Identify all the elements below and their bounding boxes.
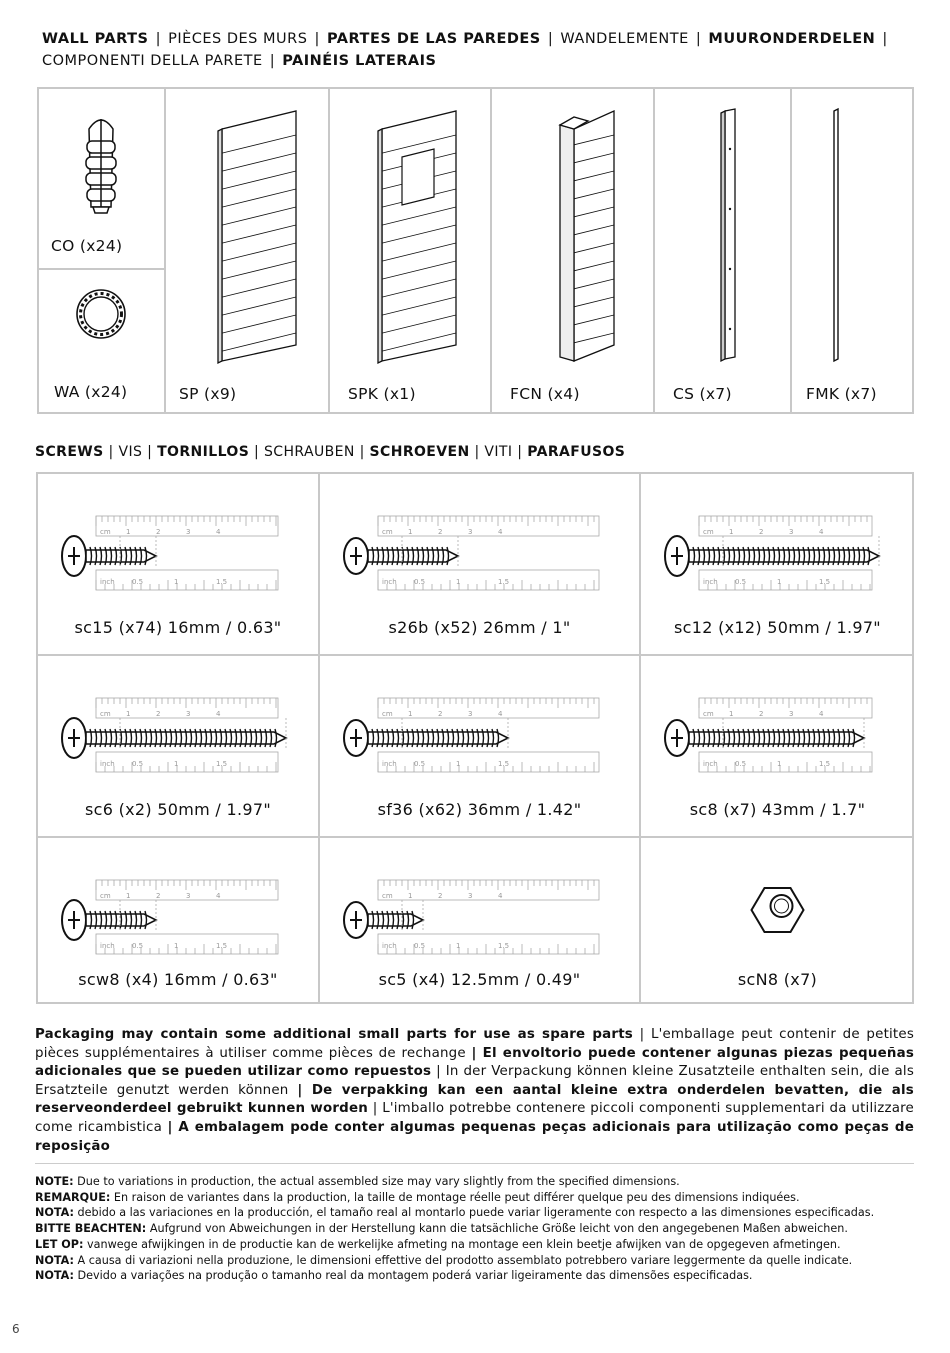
header-segment: WALL PARTS bbox=[42, 31, 149, 47]
screw-icon bbox=[38, 656, 320, 796]
part-label-sp: SP (x9) bbox=[179, 385, 237, 403]
header-segment: PAINÉIS LATERAIS bbox=[282, 53, 437, 69]
ruler-cm-label: cm bbox=[382, 710, 393, 718]
note-label: NOTA: bbox=[35, 1269, 74, 1283]
note-line bbox=[35, 1268, 914, 1284]
ruler-inch-label: inch bbox=[100, 578, 115, 586]
part-label-fcn: FCN (x4) bbox=[510, 385, 580, 403]
note-label: REMARQUE: bbox=[35, 1190, 111, 1204]
frame-strip-icon bbox=[792, 89, 914, 414]
header-separator: | bbox=[877, 31, 888, 47]
dimension-notes bbox=[35, 1174, 914, 1284]
packaging-segment: | A embalagem pode conter algumas pequenas peças adicionais para utilização como peças de reposição bbox=[35, 1119, 914, 1154]
packaging-segment: | L'imballo potrebbe contenere piccoli componenti supplementari da utilizzare come ricambistica bbox=[35, 1101, 914, 1135]
ruler-cm-tick: 2 bbox=[156, 892, 161, 900]
screw-label: sc5 (x4) 12.5mm / 0.49" bbox=[378, 970, 581, 989]
ruler-inch-tick: 0.5 bbox=[132, 578, 144, 586]
screw-label: sc12 (x12) 50mm / 1.97" bbox=[674, 618, 881, 637]
screw-label: sc8 (x7) 43mm / 1.7" bbox=[689, 800, 866, 819]
corner-strip-icon bbox=[655, 89, 792, 414]
header-separator: | bbox=[249, 444, 265, 460]
ruler-cm-tick: 1 bbox=[408, 892, 413, 900]
header-segment: VITI bbox=[484, 444, 513, 460]
ruler-inch-tick: 0.5 bbox=[132, 760, 144, 768]
header-separator: | bbox=[542, 31, 559, 47]
ruler-cm-tick: 4 bbox=[216, 528, 221, 536]
part-cell-fcn bbox=[492, 89, 655, 414]
ruler-cm-tick: 2 bbox=[156, 710, 161, 718]
ruler-cm-label: cm bbox=[100, 892, 111, 900]
ruler-cm-tick: 2 bbox=[759, 528, 764, 536]
note-text: Aufgrund von Abweichungen in der Herstellung kann die tatsächliche Größe leicht von den angegebenen Maßen abweichen. bbox=[146, 1222, 848, 1236]
ruler-cm-tick: 2 bbox=[759, 710, 764, 718]
ruler-cm-tick: 1 bbox=[126, 892, 131, 900]
header-segment: PIÈCES DES MURS bbox=[168, 31, 308, 47]
screw-cell bbox=[641, 656, 914, 838]
ruler-inch-tick: 1.5 bbox=[498, 760, 510, 768]
ruler-inch-tick: 1 bbox=[456, 578, 461, 586]
part-cell-cs bbox=[655, 89, 792, 414]
note-text: vanwege afwijkingen in de productie kan de werkelijke afmeting na montage een klein beetje afwijken van de opgegeven afmetingen. bbox=[83, 1237, 841, 1251]
screw-cell bbox=[320, 838, 641, 1004]
ruler-cm-tick: 3 bbox=[468, 892, 473, 900]
packaging-segment: | In der Verpackung können kleine Zusatzteile enthalten sein, die als Ersatzteile genutzt werden können bbox=[35, 1064, 915, 1098]
ruler-cm-label: cm bbox=[100, 710, 111, 718]
part-cell-spk bbox=[330, 89, 492, 414]
ruler-inch-tick: 1.5 bbox=[216, 578, 228, 586]
screw-label: scw8 (x4) 16mm / 0.63" bbox=[78, 970, 278, 989]
screw-label: s26b (x52) 26mm / 1" bbox=[388, 618, 571, 637]
note-text: debido a las variaciones en la producción, el tamaño real al montarlo puede variar ligeramente con respecto a las dimensiones especificadas. bbox=[73, 1206, 875, 1220]
screw-label: scN8 (x7) bbox=[737, 970, 818, 989]
screw-label: sf36 (x62) 36mm / 1.42" bbox=[377, 800, 582, 819]
note-text: A causa di variazioni nella produzione, le dimensioni effettive del prodotto assemblato potrebbero variare leggermente da quelle indicate. bbox=[73, 1253, 853, 1267]
screw-cell bbox=[38, 838, 320, 1004]
ruler-inch-tick: 0.5 bbox=[414, 578, 426, 586]
part-label-spk: SPK (x1) bbox=[348, 385, 416, 403]
ruler-cm-tick: 3 bbox=[468, 710, 473, 718]
header-segment: VIS bbox=[118, 444, 143, 460]
part-cell-wa bbox=[39, 270, 166, 414]
ruler-cm-tick: 3 bbox=[186, 892, 191, 900]
ruler-inch-tick: 1.5 bbox=[819, 578, 831, 586]
part-label-co: CO (x24) bbox=[51, 237, 123, 255]
ruler-cm-tick: 4 bbox=[216, 892, 221, 900]
header-separator: | bbox=[142, 444, 158, 460]
note-label: NOTE: bbox=[35, 1175, 74, 1188]
header-segment: TORNILLOS bbox=[157, 444, 250, 460]
ruler-cm-tick: 4 bbox=[498, 710, 503, 718]
corner-panel-icon bbox=[492, 89, 655, 414]
note-label: BITTE BEACHTEN: bbox=[35, 1222, 147, 1236]
ruler-cm-tick: 2 bbox=[438, 710, 443, 718]
header-separator: | bbox=[690, 31, 707, 47]
ruler-inch-tick: 1 bbox=[456, 942, 461, 950]
ruler-inch-label: inch bbox=[100, 942, 115, 950]
ruler-cm-tick: 2 bbox=[156, 528, 161, 536]
screw-label: sc6 (x2) 50mm / 1.97" bbox=[85, 800, 271, 819]
ruler-inch-tick: 1 bbox=[456, 760, 461, 768]
ruler-cm-tick: 3 bbox=[789, 528, 794, 536]
screw-label: sc15 (x74) 16mm / 0.63" bbox=[74, 618, 282, 637]
note-line bbox=[35, 1237, 914, 1253]
page-number: 6 bbox=[12, 1322, 20, 1336]
wall-parts-header bbox=[42, 28, 922, 72]
screw-cell bbox=[641, 838, 914, 1004]
ruler-cm-label: cm bbox=[703, 710, 714, 718]
header-segment: PARTES DE LAS PAREDES bbox=[327, 31, 541, 47]
ruler-cm-label: cm bbox=[703, 528, 714, 536]
header-segment: WANDELEMENTE bbox=[560, 31, 689, 47]
note-text: Devido a variações na produção o tamanho real da montagem poderá variar ligeiramente das dimensões especificadas. bbox=[73, 1269, 753, 1283]
ruler-inch-tick: 0.5 bbox=[414, 942, 426, 950]
screw-cell bbox=[320, 474, 641, 656]
ruler-inch-label: inch bbox=[703, 760, 718, 768]
ruler-cm-tick: 4 bbox=[819, 528, 824, 536]
ruler-inch-label: inch bbox=[382, 942, 397, 950]
part-cell-fmk bbox=[792, 89, 914, 414]
note-line bbox=[35, 1190, 914, 1206]
part-label-cs: CS (x7) bbox=[673, 385, 732, 403]
ruler-inch-label: inch bbox=[100, 760, 115, 768]
ruler-cm-tick: 3 bbox=[186, 528, 191, 536]
header-separator: | bbox=[150, 31, 167, 47]
screw-cell bbox=[641, 474, 914, 656]
ruler-cm-tick: 1 bbox=[408, 710, 413, 718]
ruler-cm-tick: 3 bbox=[186, 710, 191, 718]
ruler-inch-tick: 1 bbox=[174, 942, 179, 950]
part-cell-co bbox=[39, 89, 166, 270]
header-segment: PARAFUSOS bbox=[527, 444, 626, 460]
ruler-inch-tick: 1.5 bbox=[498, 942, 510, 950]
ruler-cm-tick: 3 bbox=[789, 710, 794, 718]
header-separator: | bbox=[309, 31, 326, 47]
screws-grid bbox=[36, 472, 914, 1004]
header-segment: COMPONENTI DELLA PARETE bbox=[42, 53, 263, 69]
ruler-inch-label: inch bbox=[703, 578, 718, 586]
header-segment: SCREWS bbox=[35, 444, 104, 460]
ruler-inch-tick: 1 bbox=[174, 578, 179, 586]
screw-cell bbox=[320, 656, 641, 838]
ruler-inch-tick: 1 bbox=[777, 760, 782, 768]
packaging-segment: | L'emballage peut contenir de petites pièces supplémentaires à utiliser comme pièces de rechange bbox=[35, 1027, 915, 1061]
note-line bbox=[35, 1253, 914, 1269]
ruler-inch-tick: 1.5 bbox=[498, 578, 510, 586]
ruler-cm-tick: 2 bbox=[438, 892, 443, 900]
ruler-inch-tick: 1 bbox=[174, 760, 179, 768]
ruler-inch-tick: 1.5 bbox=[216, 942, 228, 950]
side-panel-icon bbox=[166, 89, 330, 414]
ruler-cm-tick: 2 bbox=[438, 528, 443, 536]
header-segment: MUURONDERDELEN bbox=[708, 31, 876, 47]
part-cell-sp bbox=[166, 89, 330, 414]
part-label-wa: WA (x24) bbox=[54, 383, 128, 401]
ruler-cm-tick: 4 bbox=[498, 892, 503, 900]
ruler-cm-tick: 1 bbox=[408, 528, 413, 536]
note-label: LET OP: bbox=[35, 1237, 84, 1251]
ruler-cm-tick: 3 bbox=[468, 528, 473, 536]
divider bbox=[35, 1163, 914, 1164]
ruler-cm-tick: 1 bbox=[729, 528, 734, 536]
ruler-inch-tick: 1.5 bbox=[819, 760, 831, 768]
screw-icon bbox=[320, 838, 641, 978]
note-line bbox=[35, 1205, 914, 1221]
packaging-segment: | De verpakking kan een aantal kleine extra onderdelen bevatten, die als reserveonderdeel gebruikt kunnen worden bbox=[35, 1082, 914, 1117]
hex-nut-icon bbox=[641, 838, 914, 978]
ruler-cm-tick: 1 bbox=[126, 528, 131, 536]
note-text: Due to variations in production, the actual assembled size may vary slightly from the specified dimensions. bbox=[73, 1175, 680, 1188]
screw-icon bbox=[38, 838, 320, 978]
ruler-inch-tick: 1 bbox=[777, 578, 782, 586]
header-separator: | bbox=[512, 444, 528, 460]
wall-parts-grid bbox=[37, 87, 914, 414]
ruler-cm-tick: 4 bbox=[498, 528, 503, 536]
ruler-inch-tick: 0.5 bbox=[735, 760, 747, 768]
header-separator: | bbox=[103, 444, 119, 460]
ruler-cm-label: cm bbox=[382, 892, 393, 900]
ruler-cm-tick: 1 bbox=[729, 710, 734, 718]
part-label-fmk: FMK (x7) bbox=[806, 385, 877, 403]
ruler-inch-tick: 1.5 bbox=[216, 760, 228, 768]
ruler-inch-tick: 0.5 bbox=[132, 942, 144, 950]
header-segment: SCHRAUBEN bbox=[264, 444, 355, 460]
screw-icon bbox=[320, 656, 641, 796]
packaging-segment: Packaging may contain some additional small parts for use as spare parts bbox=[35, 1027, 633, 1042]
packaging-notice bbox=[35, 1026, 914, 1156]
header-separator: | bbox=[354, 444, 370, 460]
ruler-cm-tick: 4 bbox=[216, 710, 221, 718]
note-text: En raison de variantes dans la production, la taille de montage réelle peut différer quelque peu des dimensions indiquées. bbox=[110, 1190, 800, 1204]
header-separator: | bbox=[469, 444, 485, 460]
screw-icon bbox=[641, 656, 914, 796]
packaging-segment: | El envoltorio puede contener algunas piezas pequeñas adicionales que se pueden utilizar como repuestos bbox=[35, 1045, 914, 1080]
ruler-cm-label: cm bbox=[100, 528, 111, 536]
note-label: NOTA: bbox=[35, 1206, 74, 1220]
header-separator: | bbox=[264, 53, 281, 69]
ruler-inch-label: inch bbox=[382, 578, 397, 586]
ruler-cm-tick: 1 bbox=[126, 710, 131, 718]
window-panel-icon bbox=[330, 89, 492, 414]
screw-icon bbox=[320, 474, 641, 614]
screw-cell bbox=[38, 656, 320, 838]
ruler-inch-tick: 0.5 bbox=[735, 578, 747, 586]
ruler-inch-tick: 0.5 bbox=[414, 760, 426, 768]
screw-cell bbox=[38, 474, 320, 656]
header-segment: SCHROEVEN bbox=[369, 444, 470, 460]
note-line bbox=[35, 1174, 914, 1190]
ruler-cm-tick: 4 bbox=[819, 710, 824, 718]
ruler-cm-label: cm bbox=[382, 528, 393, 536]
screw-icon bbox=[38, 474, 320, 614]
screw-icon bbox=[641, 474, 914, 614]
screws-header bbox=[35, 444, 625, 460]
note-label: NOTA: bbox=[35, 1253, 74, 1267]
note-line bbox=[35, 1221, 914, 1237]
ruler-inch-label: inch bbox=[382, 760, 397, 768]
